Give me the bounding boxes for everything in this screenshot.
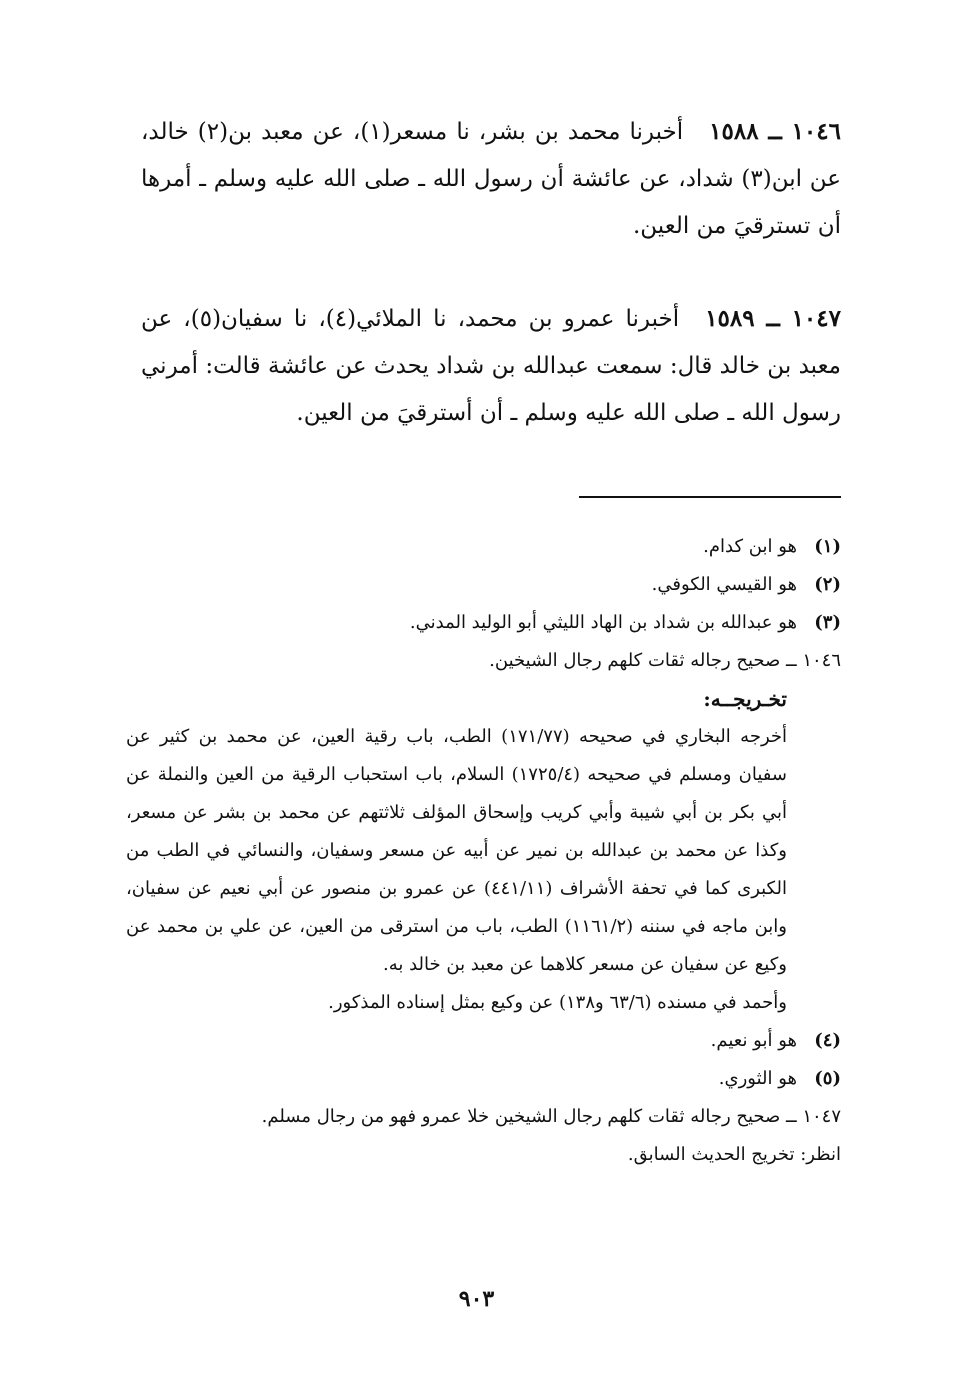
- grading-1046: ١٠٤٦ ــ صحيح رجاله ثقات كلهم رجال الشيخين.: [489, 650, 841, 671]
- footnote-number: (٤): [814, 1030, 841, 1051]
- hadith-text: أخبرنا محمد بن بشر، نا مسعر(١)، عن معبد بن(٢) خالد، عن ابن(٣) شداد، عن عائشة أن رسول الله ـ صلى الله عليه وسلم ـ أمرها أن تسترقيَ من العين.: [141, 119, 841, 239]
- grading-1047: ١٠٤٧ ــ صحيح رجاله ثقات كلهم رجال الشيخين خلا عمرو فهو من رجال مسلم.: [261, 1106, 841, 1127]
- footnote-5: [126, 1060, 841, 1098]
- takhrij-paragraph: أخرجه البخاري في صحيحه (١٧١/٧٧) الطب، باب رقية العين، عن محمد بن كثير عن سفيان ومسلم في صحيحه (١٧٢٥/٤) السلام، باب استحباب الرقية من العين والنملة عن أبي بكر بن أبي شيبة وأبي كريب وإسحاق المؤلف ثلاثتهم عن محمد بن بشر عن مسعر، وكذا عن محمد بن عبدالله بن نمير عن أبيه عن مسعر وسفيان، والنسائي في الطب من الكبرى كما في تحفة الأشراف (٤٤١/١١) عن عمرو بن منصور عن أبي نعيم عن سفيان، وابن ماجه في سننه (١١٦١/٢) الطب، باب من استرقى من العين، عن علي بن محمد عن وكيع عن سفيان عن مسعر كلاهما عن معبد بن خالد به.: [126, 726, 788, 975]
- takhrij-paragraph: وأحمد في مسنده (٦٣/٦ و١٣٨) عن وكيع بمثل إسناده المذكور.: [328, 992, 787, 1013]
- hadith-number: ١٠٤٧ ــ ١٥٨٩: [705, 305, 841, 332]
- hadith-1046: [141, 108, 841, 250]
- hadith-text: أخبرنا عمرو بن محمد، نا الملائي(٤)، نا سفيان(٥)، عن معبد بن خالد قال: سمعت عبدالله بن شداد يحدث عن عائشة قالت: أمرني رسول الله ـ صلى الله عليه وسلم ـ أن أسترقيَ من العين.: [141, 306, 841, 426]
- takhrij-heading: تخـريجــه:: [703, 687, 787, 711]
- footnote-number: (٣): [814, 612, 841, 633]
- footnote-1: [126, 528, 841, 566]
- hadith-1047: [141, 295, 841, 437]
- footnote-number: (٢): [814, 574, 841, 595]
- footnote-text: هو القيسي الكوفي.: [651, 574, 797, 595]
- footnote-text: هو ابن كدام.: [703, 536, 797, 557]
- footnote-3: [126, 604, 841, 642]
- hadith-number: ١٠٤٦ ــ ١٥٨٨: [709, 118, 841, 145]
- footnote-number: (١): [814, 536, 841, 557]
- footnote-4: [126, 1022, 841, 1060]
- page-number: ٩٠٣: [458, 1286, 495, 1312]
- footnotes: [126, 528, 841, 1174]
- takhrij-body: [126, 718, 841, 1022]
- see-previous-note: انظر: تخريج الحديث السابق.: [627, 1144, 841, 1165]
- footnote-2: [126, 566, 841, 604]
- footnote-text: هو الثوري.: [718, 1068, 797, 1089]
- footnote-text: هو عبدالله بن شداد بن الهاد الليثي أبو الوليد المدني.: [409, 612, 797, 633]
- footnote-text: هو أبو نعيم.: [710, 1030, 797, 1051]
- footnote-number: (٥): [814, 1068, 841, 1089]
- footnote-divider: [579, 496, 841, 498]
